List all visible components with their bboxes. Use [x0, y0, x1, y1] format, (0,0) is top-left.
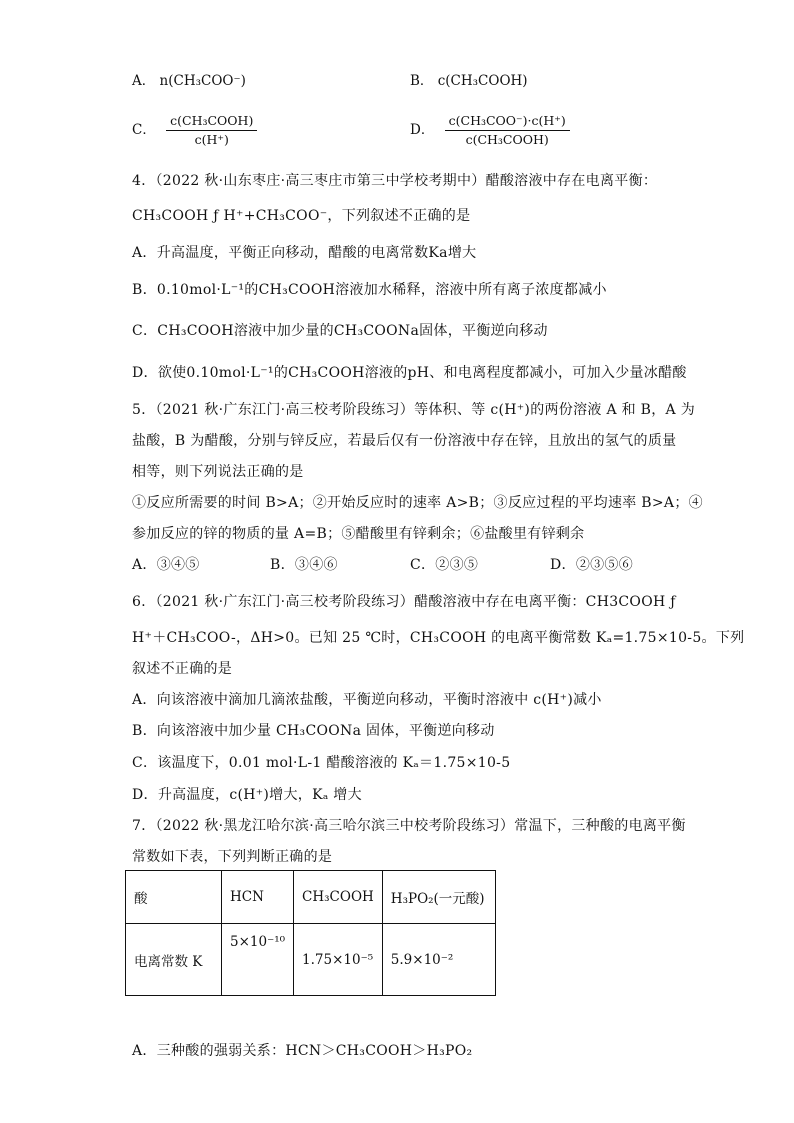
q3-option-a [132, 72, 246, 90]
q7-option-a: A．三种酸的强弱关系：HCN＞CH₃COOH＞H₃PO₂ [132, 1043, 473, 1059]
option-letter: A． [132, 73, 156, 89]
table-cell: 电离常数 K [126, 924, 222, 996]
q4-option-c: C．CH₃COOH溶液中加少量的CH₃COONa固体，平衡逆向移动 [132, 323, 548, 339]
q6-stem-line1: 6．（2021 秋·广东江门·高三校考阶段练习）醋酸溶液中存在电离平衡：CH3COOH ƒ [132, 594, 676, 610]
denominator: c(H⁺) [194, 132, 229, 147]
option-letter: D． [410, 122, 435, 138]
q5-statement-line2: 参加反应的锌的物质的量 A=B；⑤醋酸里有锌剩余；⑥盐酸里有锌剩余 [132, 526, 585, 542]
table-cell: H₃PO₂(一元酸) [382, 871, 495, 924]
q6-option-b: B．向该溶液中加少量 CH₃COONa 固体，平衡逆向移动 [132, 723, 495, 739]
q6-option-a: A．向该溶液中滴加几滴浓盐酸，平衡逆向移动，平衡时溶液中 c(H⁺)减小 [132, 692, 602, 708]
q3-option-b [410, 72, 528, 90]
option-expression: n(CH₃COO⁻) [159, 73, 246, 89]
q6-option-d: D．升高温度，c(H⁺)增大，Kₐ 增大 [132, 787, 362, 803]
q4-stem-line1: 4．（2022 秋·山东枣庄·高三枣庄市第三中学校考期中）醋酸溶液中存在电离平衡： [132, 173, 658, 189]
table-cell: 5×10⁻¹⁰ [222, 924, 294, 996]
q4-option-d: D．欲使0.10mol·L⁻¹的CH₃COOH溶液的pH、和电离程度都减小，可加入少量冰醋酸 [132, 365, 687, 381]
q4-stem-line2: CH₃COOH ƒ H⁺+CH₃COO⁻，下列叙述不正确的是 [132, 208, 471, 224]
table-cell: 1.75×10⁻⁵ [294, 924, 383, 996]
q5-option-b: B．③④⑥ [270, 557, 338, 573]
denominator: c(CH₃COOH) [465, 132, 549, 147]
q5-option-c: C．②③⑤ [410, 557, 479, 573]
q4-option-a: A．升高温度，平衡正向移动，醋酸的电离常数Ka增大 [132, 245, 477, 261]
table-cell: HCN [222, 871, 294, 924]
numerator: c(CH₃COO⁻)·c(H⁺) [445, 112, 570, 131]
q5-stem-line3: 相等，则下列说法正确的是 [132, 464, 304, 480]
q3-option-d [410, 112, 570, 149]
option-letter: B． [410, 73, 434, 89]
option-expression: c(CH₃COOH) [437, 73, 528, 89]
q3-option-c [132, 112, 257, 149]
q7-stem-line1: 7．（2022 秋·黑龙江哈尔滨·高三哈尔滨三中校考阶段练习）常温下，三种酸的电离平衡 [132, 818, 686, 834]
table-row [126, 924, 496, 996]
table-cell: CH₃COOH [294, 871, 383, 924]
q5-stem-line2: 盐酸，B 为醋酸，分别与锌反应，若最后仅有一份溶液中存在锌，且放出的氢气的质量 [132, 433, 677, 449]
table-cell: 酸 [126, 871, 222, 924]
option-letter: C． [132, 122, 156, 138]
fraction [166, 112, 257, 149]
fraction [445, 112, 570, 149]
q5-stem-line1: 5．（2021 秋·广东江门·高三校考阶段练习）等体积、等 c(H⁺)的两份溶液 A 和 B，A 为 [132, 402, 696, 418]
q6-stem-line3: 叙述不正确的是 [132, 661, 233, 677]
q5-option-a: A．③④⑤ [132, 557, 200, 573]
table-cell: 5.9×10⁻² [382, 924, 495, 996]
q6-stem-line2: H⁺＋CH₃COO-，ΔH>0。已知 25 ℃时，CH₃COOH 的电离平衡常数 Kₐ=1.75×10-5。下列 [132, 630, 745, 646]
table-header-row [126, 871, 496, 924]
q5-option-d: D．②③⑤⑥ [550, 557, 634, 573]
acid-constant-table [125, 870, 496, 996]
q5-statement-line1: ①反应所需要的时间 B>A；②开始反应时的速率 A>B；③反应过程的平均速率 B>A；④ [132, 495, 703, 511]
q7-stem-line2: 常数如下表，下列判断正确的是 [132, 849, 333, 865]
numerator: c(CH₃COOH) [166, 112, 257, 131]
q4-option-b: B．0.10mol·L⁻¹的CH₃COOH溶液加水稀释，溶液中所有离子浓度都减小 [132, 282, 607, 298]
q6-option-c: C．该温度下，0.01 mol·L-1 醋酸溶液的 Kₐ＝1.75×10-5 [132, 755, 511, 771]
